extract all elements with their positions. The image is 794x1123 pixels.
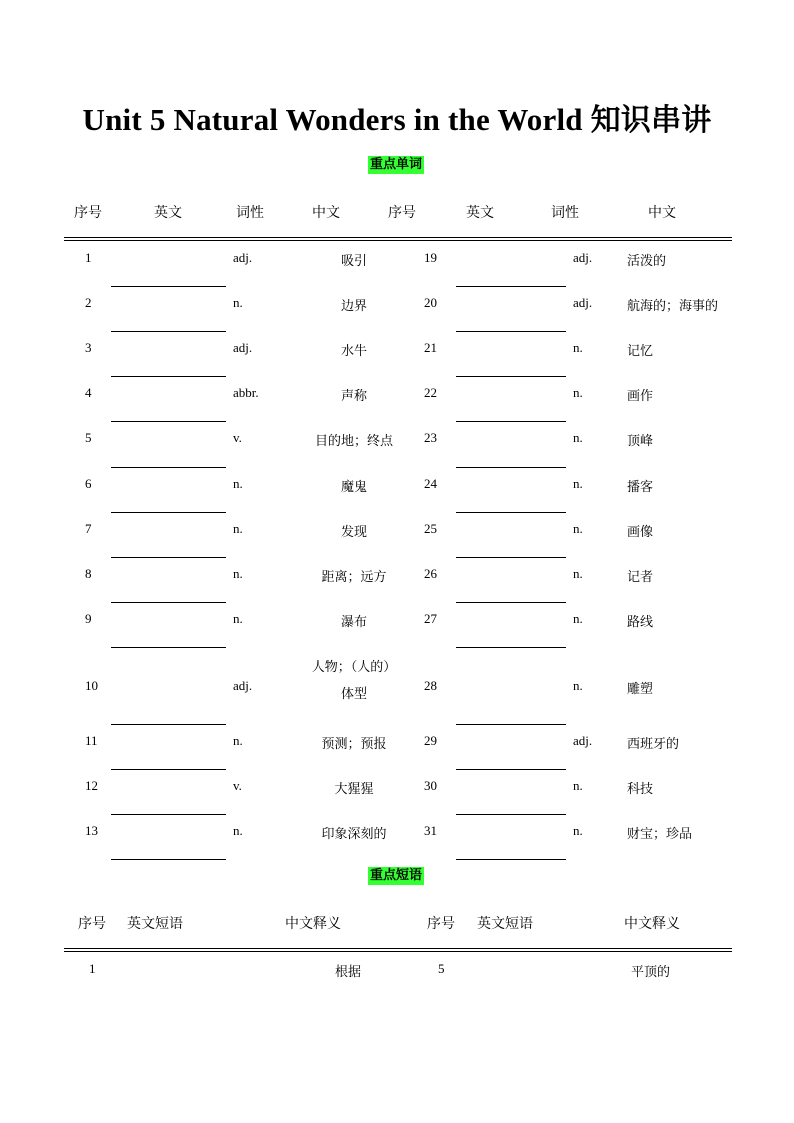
word-chinese: 科技 bbox=[627, 782, 654, 797]
word-chinese: 预测；预报 bbox=[321, 737, 387, 752]
word-pos: adj. bbox=[233, 340, 253, 355]
word-pos: n. bbox=[573, 823, 583, 838]
word-num: 5 bbox=[85, 430, 92, 445]
word-pos: n. bbox=[233, 611, 243, 626]
word-answer-blank[interactable] bbox=[456, 724, 566, 725]
word-pos: adj. bbox=[233, 250, 253, 265]
word-answer-blank[interactable] bbox=[456, 557, 566, 558]
word-answer-blank[interactable] bbox=[456, 814, 566, 815]
word-num: 21 bbox=[424, 340, 437, 355]
section-label-words: 重点单词 bbox=[370, 157, 423, 172]
word-num: 13 bbox=[85, 823, 98, 838]
word-num: 6 bbox=[85, 476, 92, 491]
word-num: 24 bbox=[424, 476, 437, 491]
word-chinese: 目的地；终点 bbox=[314, 434, 393, 449]
word-chinese: 大猩猩 bbox=[334, 782, 374, 797]
word-pos: v. bbox=[233, 430, 242, 445]
word-pos: adj. bbox=[573, 733, 593, 748]
word-pos: n. bbox=[573, 340, 583, 355]
word-answer-blank[interactable] bbox=[456, 421, 566, 422]
word-answer-blank[interactable] bbox=[456, 859, 566, 860]
word-chinese: 活泼的 bbox=[627, 254, 667, 269]
word-chinese: 距离；远方 bbox=[321, 570, 387, 585]
word-answer-blank[interactable] bbox=[456, 286, 566, 287]
word-chinese: 魔鬼 bbox=[340, 480, 367, 495]
word-chinese: 声称 bbox=[340, 389, 367, 404]
word-num: 4 bbox=[85, 385, 92, 400]
word-pos: n. bbox=[233, 295, 243, 310]
header-num-left: 序号 bbox=[74, 205, 102, 221]
word-num: 25 bbox=[424, 521, 437, 536]
word-chinese: 记忆 bbox=[627, 344, 654, 359]
phrase-header-num-left: 序号 bbox=[78, 916, 106, 932]
word-answer-blank[interactable] bbox=[111, 331, 226, 332]
page-title bbox=[0, 95, 794, 139]
word-chinese: 人物；（人的） bbox=[311, 660, 397, 675]
word-answer-blank[interactable] bbox=[456, 647, 566, 648]
word-pos: n. bbox=[573, 778, 583, 793]
phrase-header-chinese-left: 中文释义 bbox=[285, 916, 341, 932]
header-pos-right: 词性 bbox=[551, 205, 579, 221]
word-chinese-line2: 体型 bbox=[340, 687, 367, 702]
word-pos: v. bbox=[233, 778, 242, 793]
header-chinese-left: 中文 bbox=[312, 205, 340, 221]
word-chinese: 瀑布 bbox=[340, 615, 367, 630]
word-num: 30 bbox=[424, 778, 437, 793]
word-pos: n. bbox=[573, 430, 583, 445]
word-answer-blank[interactable] bbox=[111, 421, 226, 422]
word-answer-blank[interactable] bbox=[456, 376, 566, 377]
word-answer-blank[interactable] bbox=[111, 512, 226, 513]
phrase-header-english-right: 英文短语 bbox=[477, 916, 533, 932]
word-pos: n. bbox=[573, 521, 583, 536]
header-english-left: 英文 bbox=[154, 205, 182, 221]
word-chinese: 航海的；海事的 bbox=[627, 299, 719, 314]
word-pos: n. bbox=[233, 521, 243, 536]
word-chinese: 财宝；珍品 bbox=[627, 827, 693, 842]
header-english-right: 英文 bbox=[466, 205, 494, 221]
word-chinese: 路线 bbox=[627, 615, 654, 630]
word-pos: adj. bbox=[573, 250, 593, 265]
word-pos: n. bbox=[573, 611, 583, 626]
word-num: 8 bbox=[85, 566, 92, 581]
word-answer-blank[interactable] bbox=[456, 331, 566, 332]
word-num: 27 bbox=[424, 611, 437, 626]
section-label-phrases: 重点短语 bbox=[370, 868, 423, 883]
word-pos: n. bbox=[233, 566, 243, 581]
word-chinese: 边界 bbox=[340, 299, 367, 314]
word-num: 10 bbox=[85, 678, 98, 693]
word-answer-blank[interactable] bbox=[111, 557, 226, 558]
word-num: 29 bbox=[424, 733, 437, 748]
word-pos: n. bbox=[233, 823, 243, 838]
word-answer-blank[interactable] bbox=[456, 602, 566, 603]
word-pos: abbr. bbox=[233, 385, 259, 400]
word-answer-blank[interactable] bbox=[111, 602, 226, 603]
word-pos: n. bbox=[573, 476, 583, 491]
word-answer-blank[interactable] bbox=[111, 859, 226, 860]
word-pos: n. bbox=[573, 678, 583, 693]
word-answer-blank[interactable] bbox=[456, 512, 566, 513]
word-chinese: 画像 bbox=[627, 525, 654, 540]
word-pos: n. bbox=[573, 566, 583, 581]
phrase-header-divider bbox=[64, 948, 732, 952]
word-pos: n. bbox=[573, 385, 583, 400]
title-en: Unit 5 Natural Wonders in the World bbox=[82, 102, 591, 137]
word-answer-blank[interactable] bbox=[111, 769, 226, 770]
word-num: 26 bbox=[424, 566, 437, 581]
word-chinese: 印象深刻的 bbox=[321, 827, 387, 842]
word-answer-blank[interactable] bbox=[111, 724, 226, 725]
word-answer-blank[interactable] bbox=[111, 467, 226, 468]
word-num: 31 bbox=[424, 823, 437, 838]
header-num-right: 序号 bbox=[388, 205, 416, 221]
word-pos: n. bbox=[233, 476, 243, 491]
word-chinese: 播客 bbox=[627, 480, 654, 495]
phrase-cn-left: 根据 bbox=[335, 965, 362, 980]
header-divider bbox=[64, 237, 732, 241]
word-num: 1 bbox=[85, 250, 92, 265]
word-pos: adj. bbox=[233, 678, 253, 693]
word-chinese: 发现 bbox=[340, 525, 367, 540]
word-num: 11 bbox=[85, 733, 98, 748]
phrase-num-left: 1 bbox=[89, 961, 96, 976]
phrase-header-num-right: 序号 bbox=[427, 916, 455, 932]
phrase-num-right: 5 bbox=[438, 961, 445, 976]
word-num: 20 bbox=[424, 295, 437, 310]
word-chinese: 西班牙的 bbox=[627, 737, 680, 752]
phrase-header-english-left: 英文短语 bbox=[127, 916, 183, 932]
word-chinese: 画作 bbox=[627, 389, 654, 404]
word-answer-blank[interactable] bbox=[111, 647, 226, 648]
word-chinese: 水牛 bbox=[340, 344, 367, 359]
word-answer-blank[interactable] bbox=[456, 769, 566, 770]
word-pos: adj. bbox=[573, 295, 593, 310]
title-cn: 知识串讲 bbox=[590, 103, 712, 138]
phrase-header-chinese-right: 中文释义 bbox=[624, 916, 680, 932]
word-chinese: 吸引 bbox=[340, 254, 367, 269]
header-chinese-right: 中文 bbox=[648, 205, 676, 221]
word-num: 12 bbox=[85, 778, 98, 793]
word-num: 28 bbox=[424, 678, 437, 693]
word-answer-blank[interactable] bbox=[456, 467, 566, 468]
word-answer-blank[interactable] bbox=[111, 286, 226, 287]
word-num: 7 bbox=[85, 521, 92, 536]
phrase-cn-right: 平顶的 bbox=[631, 965, 671, 980]
word-answer-blank[interactable] bbox=[111, 376, 226, 377]
header-pos-left: 词性 bbox=[236, 205, 264, 221]
word-num: 9 bbox=[85, 611, 92, 626]
word-num: 19 bbox=[424, 250, 437, 265]
word-chinese: 雕塑 bbox=[627, 682, 654, 697]
word-num: 2 bbox=[85, 295, 92, 310]
word-answer-blank[interactable] bbox=[111, 814, 226, 815]
word-chinese: 记者 bbox=[627, 570, 654, 585]
word-num: 23 bbox=[424, 430, 437, 445]
word-num: 3 bbox=[85, 340, 92, 355]
word-num: 22 bbox=[424, 385, 437, 400]
word-chinese: 顶峰 bbox=[627, 434, 654, 449]
word-pos: n. bbox=[233, 733, 243, 748]
